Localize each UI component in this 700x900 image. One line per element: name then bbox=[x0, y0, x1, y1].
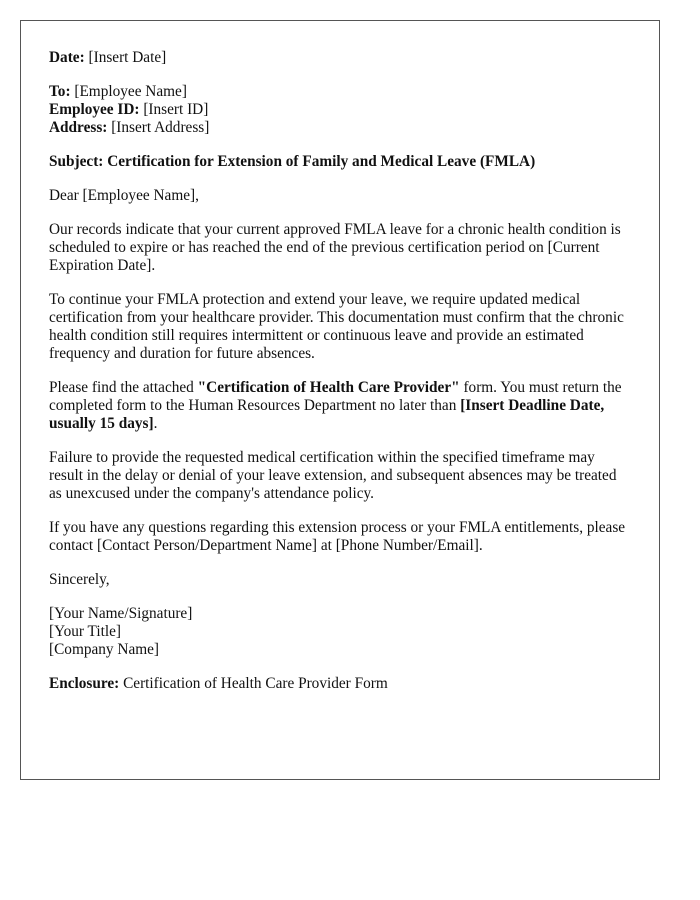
form-name: "Certification of Health Care Provider" bbox=[197, 379, 460, 396]
date-line bbox=[49, 49, 631, 67]
salutation: Dear [Employee Name], bbox=[49, 187, 199, 204]
enclosure-value: Certification of Health Care Provider Form bbox=[119, 675, 388, 692]
body-paragraph-3 bbox=[49, 379, 631, 433]
p3-pre: Please find the attached bbox=[49, 379, 198, 396]
date-label: Date: bbox=[49, 49, 85, 66]
deadline: [Insert Deadline Date, usually 15 days] bbox=[49, 397, 605, 432]
p3-mid: form. You must return the completed form to the Human Resources Department no later than bbox=[49, 379, 622, 414]
body-paragraph-4: Failure to provide the requested medical certification within the specified timeframe may result in the delay or denial of your leave extension, and subsequent absences may be treated as unexcused under the company's attendance policy. bbox=[49, 449, 617, 502]
sign-off: Sincerely, bbox=[49, 571, 110, 588]
enclosure-label: Enclosure: bbox=[49, 675, 120, 692]
body-paragraph-5: If you have any questions regarding this extension process or your FMLA entitlements, please contact [Contact Person/Department Name] at [Phone Number/Email]. bbox=[49, 519, 626, 554]
subject-line: Subject: Certification for Extension of Family and Medical Leave (FMLA) bbox=[49, 153, 536, 170]
to-value: [Employee Name] bbox=[70, 83, 187, 100]
body-paragraph-2: To continue your FMLA protection and extend your leave, we require updated medical certification from your healthcare provider. This documentation must confirm that the chronic health condition still requires intermittent or continuous leave and provide an estimated frequency and duration for future absences. bbox=[49, 291, 624, 362]
employee-id-label: Employee ID: bbox=[49, 101, 140, 118]
date-value: [Insert Date] bbox=[84, 49, 167, 66]
address-line bbox=[49, 119, 631, 137]
letter-document bbox=[20, 20, 660, 780]
body-paragraph-1: Our records indicate that your current approved FMLA leave for a chronic health condition is scheduled to expire or has reached the end of the previous certification period on [Current Expiration Date]. bbox=[49, 221, 621, 274]
employee-id-value: [Insert ID] bbox=[139, 101, 209, 118]
company-name: [Company Name] bbox=[49, 641, 160, 658]
signature-block bbox=[49, 605, 631, 659]
address-value: [Insert Address] bbox=[107, 119, 210, 136]
p3-end: . bbox=[153, 415, 158, 432]
signer-title: [Your Title] bbox=[49, 623, 121, 640]
signer-name: [Your Name/Signature] bbox=[49, 605, 193, 622]
enclosure-line bbox=[49, 675, 631, 693]
employee-id-line bbox=[49, 101, 631, 119]
address-label: Address: bbox=[49, 119, 108, 136]
to-line bbox=[49, 83, 631, 101]
to-label: To: bbox=[49, 83, 71, 100]
recipient-block bbox=[49, 83, 631, 137]
